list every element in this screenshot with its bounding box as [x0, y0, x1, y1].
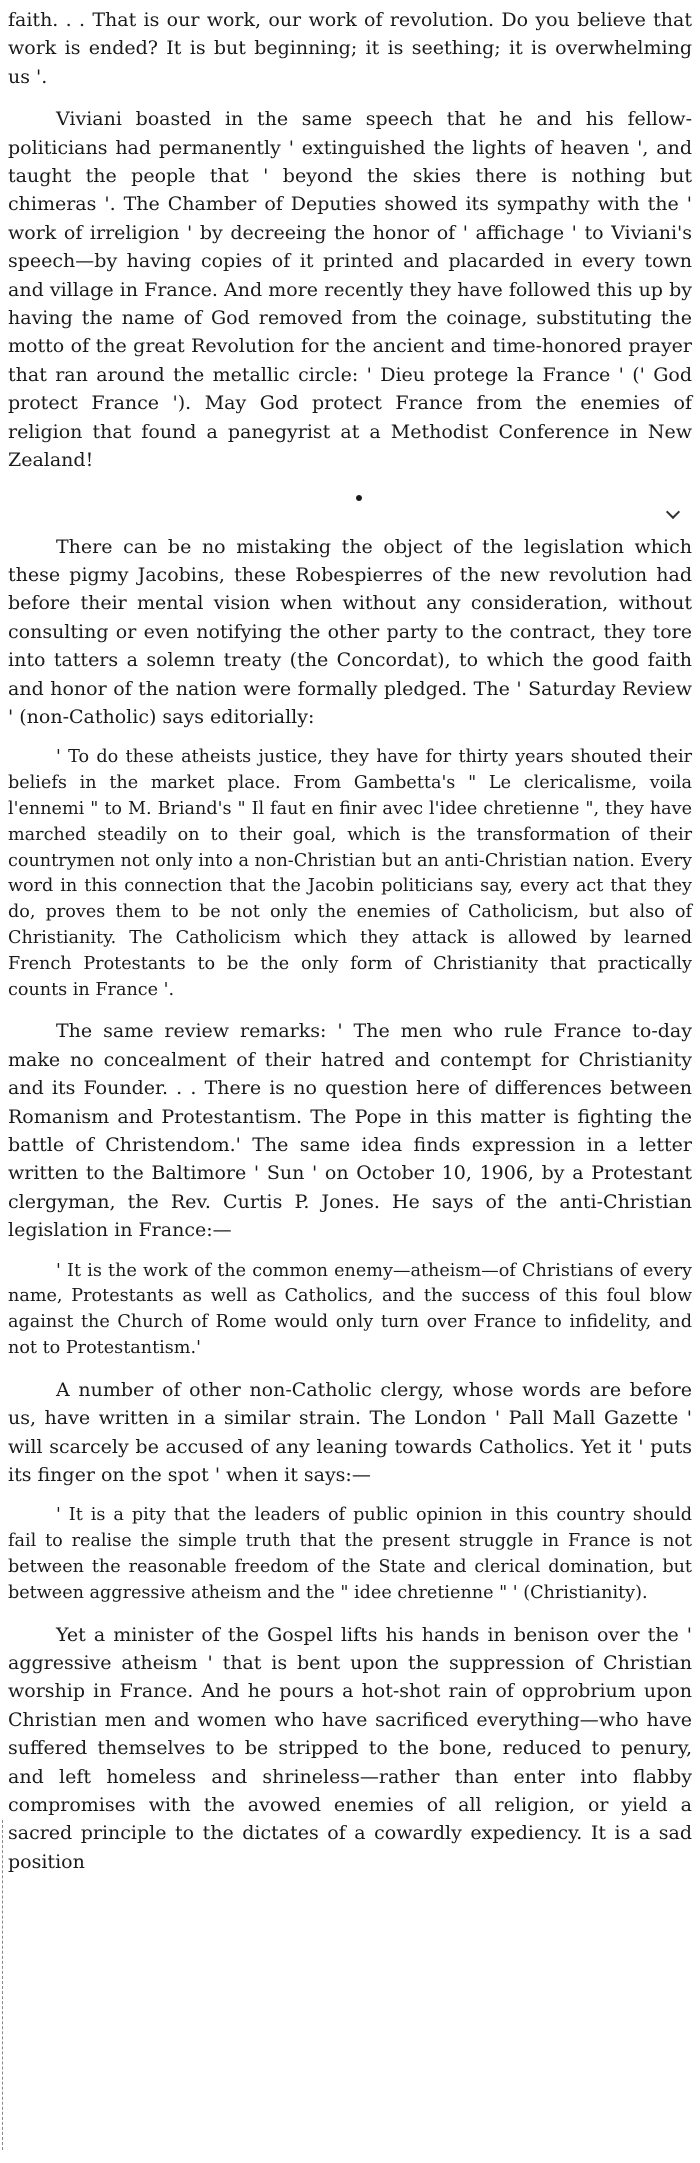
check-mark-icon: [666, 504, 680, 518]
margin-rule: [2, 1820, 4, 2150]
paragraph-same-review: The same review remarks: ' The men who rule France to-day make no concealment of their hatred and contempt for Christianity and its Founder. . . There is no question here of differences between Romanism and Protestantism. The Pope in this matter is fighting the battle of Christendom.' The same idea finds expression in a letter written to the Baltimore ' Sun ' on October 10, 1906, by a Protestant clergyman, the Rev. Curtis P. Jones. He says of the anti-Christian legislation in France:—: [8, 1020, 692, 1242]
paragraph-viviani: Viviani boasted in the same speech that he and his fellow-politicians had permanently ' extinguished the lights of heaven ', and taught the people that ' beyond the skies there is nothing but chimeras '. The Chamber of Deputies showed its sympathy with the ' work of irreligion ' by decreeing the honor of ' affichage ' to Viviani's speech—by having copies of it printed and placarded in every town and village in France. And more recently they have followed this up by having the name of God removed from the coinage, substituting the motto of the great Revolution for the ancient and time-honored prayer that ran around the metallic circle: ' Dieu protege la France ' (' God protect France '). May God protect France from the enemies of religion that found a panegyrist at a Methodist Conference in New Zealand!: [8, 108, 692, 472]
paragraph-non-catholic-clergy: A number of other non-Catholic clergy, whose words are before us, have written in a similar strain. The London ' Pall Mall Gazette ' will scarcely be accused of any leaning towards Catholics. Yet it ' puts its finger on the spot ' when it says:—: [8, 1378, 692, 1486]
quote-common-enemy: ' It is the work of the common enemy—atheism—of Christians of every name, Protestants as well as Catholics, and the success of this foul blow against the Church of Rome would only turn over France to infidelity, and not to Protestantism.': [8, 1260, 692, 1358]
section-separator: [8, 489, 692, 519]
paragraph-revolution-quote-end: faith. . . That is our work, our work of revolution. Do you believe that work is ended? It is but beginning; it is seething; it is overwhelming us '.: [8, 9, 692, 88]
quote-saturday-review: ' To do these atheists justice, they have for thirty years shouted their beliefs in the market place. From Gambetta's " Le clericalisme, voila l'ennemi " to M. Briand's " Il faut en finir avec l'idee chretienne ", they have marched steadily on to their goal, which is the transformation of their countrymen not only into a non-Christian but an anti-Christian nation. Every word in this connection that the Jacobin politicians say, every act that they do, proves them to be not only the enemies of Catholicism, but also of Christianity. The Catholicism which they attack is allowed by learned French Protestants to be the only form of Christianity that practically counts in France '.: [8, 747, 692, 1000]
paragraph-minister-of-gospel: Yet a minister of the Gospel lifts his hands in benison over the ' aggressive atheism ' that is bent upon the suppression of Christian worship in France. And he pours a hot-shot rain of opprobrium upon Christian men and women who have sacrificed everything—who have suffered themselves to be stripped to the bone, reduced to penury, and left homeless and shrineless—rather than enter into flabby compromises with the avowed enemies of all religion, or yield a sacred principle to the dictates of a cowardly expediency. It is a sad position: [8, 1623, 692, 1873]
paragraph-jacobins: There can be no mistaking the object of the legislation which these pigmy Jacobins, these Robespierres of the new revolution had before their mental vision when without any consideration, without consulting or even notifying the other party to the contract, they tore into tatters a solemn treaty (the Concordat), to which the good faith and honor of the nation were formally pledged. The ' Saturday Review ' (non-Catholic) says editorially:: [8, 535, 692, 728]
separator-dot-icon: [356, 495, 362, 501]
quote-pall-mall-gazette: ' It is a pity that the leaders of public opinion in this country should fail to realise the simple truth that the present struggle in France is not between the reasonable freedom of the State and clerical domination, but between aggressive atheism and the " idee chretienne " ' (Christianity).: [8, 1505, 692, 1603]
